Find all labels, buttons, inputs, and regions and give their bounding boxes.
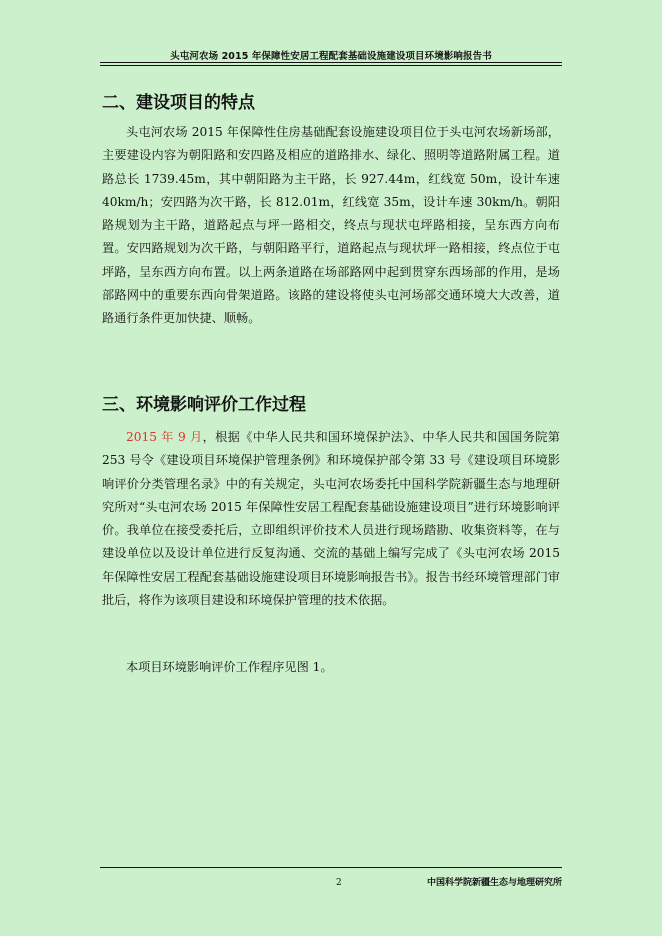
page-number: 2 [336,878,342,888]
section-heading-project-features: 二、建设项目的特点 [102,93,255,113]
running-header-title: 头屯河农场 2015 年保障性安居工程配套基础设施建设项目环境影响报告书 [170,51,492,62]
highlighted-date: 2015 年 9 月 [126,430,203,444]
header-rule [100,62,562,63]
paragraph-project-features: 头屯河农场 2015 年保障性住房基础配套设施建设项目位于头屯河农场新场部，主要建设内容为朝阳路和安四路及相应的道路排水、绿化、照明等道路附属工程。道路总长 1739.45m，其中朝阳路为主干路，长 927.44m，红线宽 50m，设计车速 40km/h；安四路为次干路，长 812.01m，红线宽 35m，设计车速 30km/h。朝阳路规划为主干路，道路起点与坪一路相交，终点与现状屯坪路相接，呈东西方向布置。安四路规划为次干路，与朝阳路平行，道路起点与现状坪一路相接，终点位于屯坪路，呈东西方向布置。以上两条道路在场部路网中起到贯穿东西场部的作用，是场部路网中的重要东西向骨架道路。该路的建设将使头屯河场部交通环境大大改善，道路通行条件更加快捷、顺畅。 [102,125,560,326]
paragraph-procedure-reference: 本项目环境影响评价工作程序见图 1。 [126,660,333,674]
paragraph-eia-process [102,426,560,612]
footer-rule [100,867,562,868]
paragraph-eia-process-text: ，根据《中华人民共和国环境保护法》、中华人民共和国国务院第 253 号令《建设项目环境保护管理条例》和环境保护部令第 33 号《建设项目环境影响评价分类管理名录》中的有关规定，头屯河农场委托中国科学院新疆生态与地理研究所对“头屯河农场 2015 年保障性安居工程配套基础设施建设项目”进行环境影响评价。我单位在接受委托后，立即组织评价技术人员进行现场踏勘、收集资料等，在与建设单位以及设计单位进行反复沟通、交流的基础上编写完成了《头屯河农场 2015 年保障性安居工程配套基础设施建设项目环境影响报告书》。报告书经环境管理部门审批后，将作为该项目建设和环境保护管理的技术依据。 [102,430,560,608]
section-heading-eia-process: 三、环境影响评价工作过程 [102,395,306,415]
footer-organization: 中国科学院新疆生态与地理研究所 [426,878,562,888]
header-rule-thin [100,65,562,66]
